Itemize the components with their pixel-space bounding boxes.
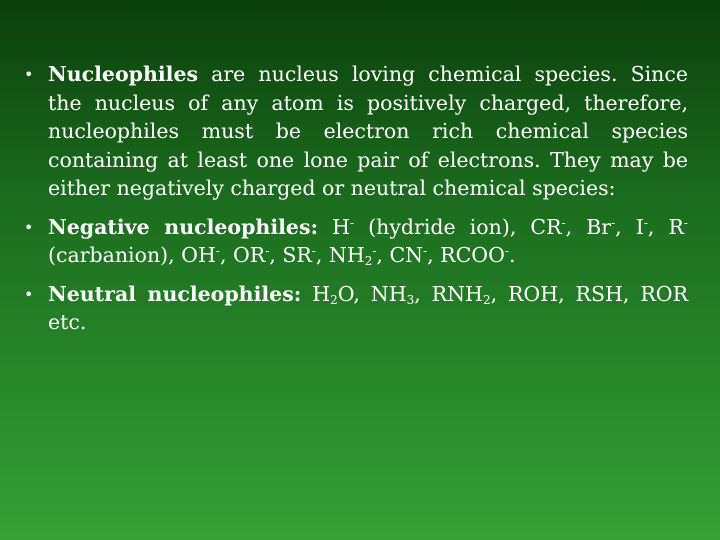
text-segment: , NH — [315, 243, 365, 267]
text-segment: , Br — [565, 214, 612, 239]
charge-superscript: - — [215, 244, 220, 258]
subscript: 2 — [330, 292, 338, 307]
text-segment: , I — [615, 214, 644, 239]
subscript: 3 — [406, 292, 415, 307]
charge-superscript: - — [611, 215, 616, 230]
text-segment: H — [301, 281, 331, 306]
bullet-dot-icon: • — [24, 65, 34, 84]
charge-superscript: - — [350, 215, 355, 230]
bullet-dot-icon: • — [24, 217, 34, 237]
subscript: 2 — [364, 254, 373, 268]
text-segment: , RCOO — [427, 243, 505, 267]
text-segment: , OR — [219, 243, 266, 267]
text-segment: . — [508, 243, 516, 267]
term-negative-nucleophiles: Negative nucleophiles: — [48, 214, 319, 239]
charge-superscript: - — [265, 244, 270, 258]
text-segment: , SR — [269, 243, 312, 267]
text-segment: O, NH — [337, 281, 407, 306]
bullet-neutral-nucleophiles — [22, 280, 688, 337]
term-nucleophiles: Nucleophiles — [48, 62, 199, 86]
bullet-dot-icon: • — [24, 284, 34, 304]
text-segment: , R — [647, 214, 684, 239]
subscript: 2 — [482, 292, 491, 307]
definition-text: are nucleus loving chemical species. Since the nucleus of any atom is positively charged, therefore, nucleophiles must be electron rich chemical species containing at least one lone pair of electrons. They may be either negatively charged or neutral chemical species: — [48, 62, 688, 200]
term-neutral-nucleophiles: Neutral nucleophiles: — [48, 281, 302, 306]
charge-superscript: - — [683, 215, 688, 230]
charge-superscript: - — [372, 244, 377, 258]
bullet-list — [22, 60, 688, 347]
text-segment: , ROH, RSH, ROR etc. — [48, 281, 688, 334]
charge-superscript: - — [561, 215, 566, 230]
text-segment: , RNH — [414, 281, 483, 306]
charge-superscript: - — [643, 215, 648, 230]
bullet-nucleophiles-definition — [22, 60, 688, 203]
text-segment: , CN — [376, 243, 424, 267]
text-segment: (hydride ion), CR — [354, 214, 562, 239]
bullet-negative-nucleophiles — [22, 213, 688, 270]
text-segment: H — [318, 214, 351, 239]
text-segment: (carbanion), OH — [48, 243, 216, 267]
charge-superscript: - — [423, 244, 428, 258]
charge-superscript: - — [504, 244, 509, 258]
charge-superscript: - — [311, 244, 316, 258]
